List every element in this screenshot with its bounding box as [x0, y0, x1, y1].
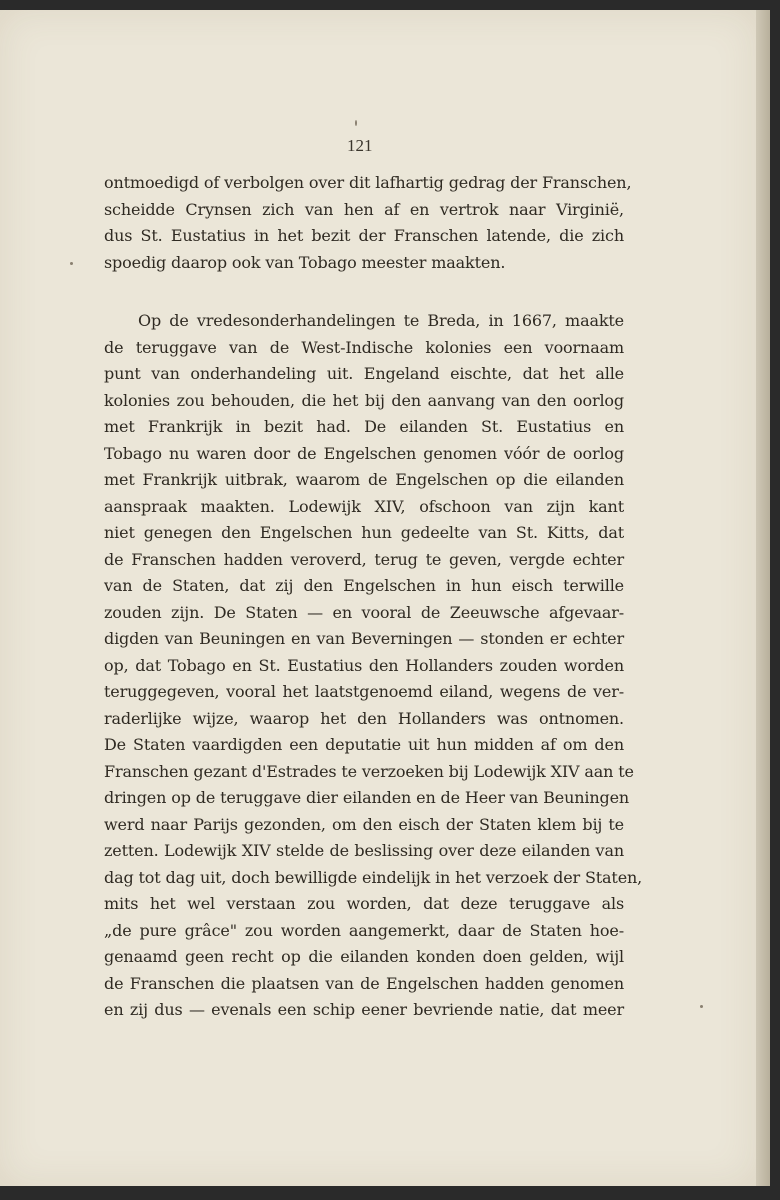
text-line: Op de vredesonderhandelingen te Breda, in 1667, maakte — [138, 311, 624, 330]
text-line: op, dat Tobago en St. Eustatius den Hollanders zouden worden — [104, 655, 624, 675]
text-line: dus St. Eustatius in het bezit der Franschen latende, die zich — [104, 226, 624, 245]
text-line: aanspraak maakten. Lodewijk XIV, ofschoon van zijn kant — [104, 496, 624, 516]
text-line: met Frankrijk uitbrak, waarom de Engelschen op die eilanden — [104, 470, 624, 489]
text-line: scheidde Crynsen zich van hen af en vertrok naar Virginië, — [104, 199, 624, 219]
text-line: kolonies zou behouden, die het bij den aanvang van den oorlog — [104, 390, 624, 410]
text-line: de Franschen die plaatsen van de Engelschen hadden genomen — [104, 973, 624, 993]
paper-speck — [700, 1005, 703, 1008]
text-line: de Franschen hadden veroverd, terug te geven, vergde echter — [104, 549, 624, 569]
text-line: digden van Beuningen en van Beverningen — stonden er echter — [104, 629, 624, 648]
text-line: genaamd geen recht op die eilanden konden doen gelden, wijl — [104, 947, 624, 966]
text-line: Tobago nu waren door de Engelschen genomen vóór de oorlog — [104, 443, 624, 463]
text-line: teruggegeven, vooral het laatstgenoemd eiland, wegens de ver- — [104, 682, 624, 701]
text-line: mits het wel verstaan zou worden, dat deze teruggave als — [104, 894, 624, 913]
paper-speck — [70, 262, 73, 265]
text-line: De Staten vaardigden een deputatie uit hun midden af om den — [104, 735, 624, 754]
text-line: dringen op de teruggave dier eilanden en de Heer van Beuningen — [104, 788, 630, 807]
text-line: en zij dus — evenals een schip eener bevriende natie, dat meer — [104, 1000, 624, 1019]
text-line: met Frankrijk in bezit had. De eilanden St. Eustatius en — [104, 417, 624, 436]
text-line: werd naar Parijs gezonden, om den eisch der Staten klem bij te — [104, 814, 624, 834]
text-line: de teruggave van de West-Indische kolonies een voornaam — [104, 337, 624, 357]
paragraph-2 — [104, 308, 643, 1024]
text-line: van de Staten, dat zij den Engelschen in hun eisch terwille — [104, 576, 624, 595]
text-line: niet genegen den Engelschen hun gedeelte van St. Kitts, dat — [104, 523, 624, 542]
page-number: 121 — [347, 136, 373, 155]
text-line: zouden zijn. De Staten — en vooral de Zeeuwsche afgevaar- — [104, 602, 624, 622]
page-edge — [756, 10, 770, 1186]
text-line: dag tot dag uit, doch bewilligde eindelijk in het verzoek der Staten, — [104, 867, 643, 887]
text-line: raderlijke wijze, waarop het den Hollanders was ontnomen. — [104, 708, 624, 728]
text-line: Franschen gezant d'Estrades te verzoeken bij Lodewijk XIV aan te — [104, 761, 634, 781]
text-line: punt van onderhandeling uit. Engeland eischte, dat het alle — [104, 364, 624, 383]
text-line: „de pure grâce" zou worden aangemerkt, daar de Staten hoe- — [104, 920, 624, 940]
text-line: ontmoedigd of verbolgen over dit lafhartig gedrag der Franschen, — [104, 173, 632, 192]
text-line: zetten. Lodewijk XIV stelde de beslissing over deze eilanden van — [104, 841, 624, 860]
paper-speck — [355, 120, 357, 126]
text-line: spoedig daarop ook van Tobago meester maakten. — [104, 252, 506, 272]
paragraph-1 — [104, 170, 632, 276]
